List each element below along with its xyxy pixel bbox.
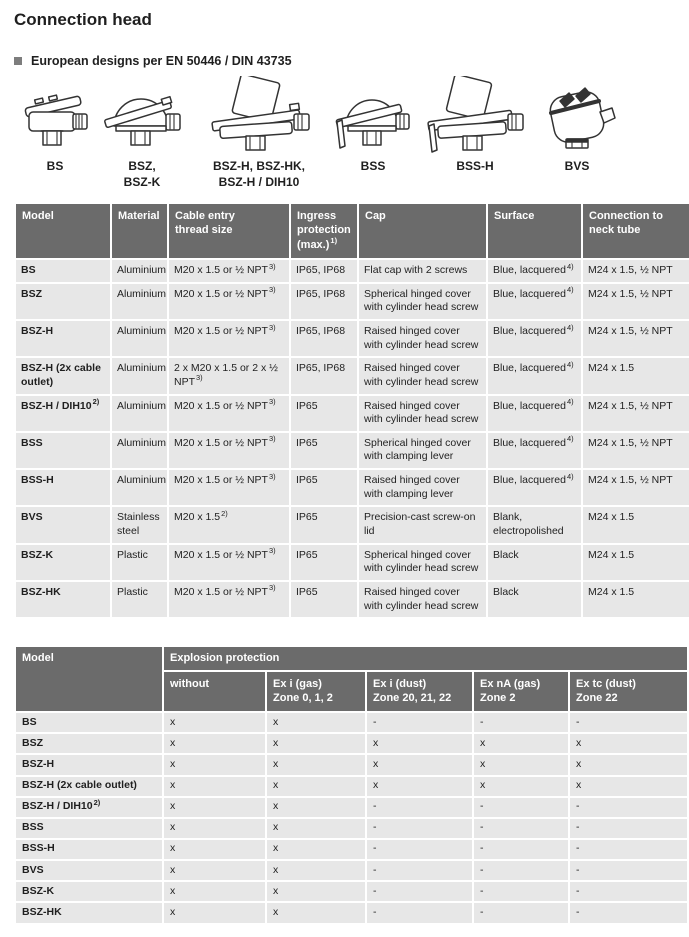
connection-cell: M24 x 1.5, ½ NPT	[583, 321, 689, 356]
figure-bs	[14, 76, 96, 175]
bszh-connection-head-drawing	[194, 76, 324, 154]
footnote-marker: 2)	[92, 397, 100, 407]
spec-table-row	[16, 396, 689, 431]
ex-value-cell: x	[164, 882, 265, 901]
ex-value-cell: x	[267, 734, 365, 753]
model-cell: BSZ-K	[16, 545, 110, 580]
spec-column-header-line: Connection to	[589, 210, 663, 223]
cable-entry-cell	[169, 321, 289, 356]
connection-head-figures	[14, 76, 675, 190]
bssh-connection-head-drawing	[416, 76, 534, 154]
material-cell: Aluminium	[112, 358, 167, 393]
model-cell: BSZ-H	[16, 755, 162, 774]
model-cell: BSZ-H (2x cable outlet)	[16, 358, 110, 393]
ex-value-cell: -	[570, 798, 687, 817]
surface-cell	[488, 358, 581, 393]
cable-entry-cell-text: M20 x 1.5	[174, 511, 221, 524]
model-cell: BSS	[16, 819, 162, 838]
surface-cell	[488, 433, 581, 468]
ex-value-cell: -	[367, 713, 472, 732]
footnote-marker: 3)	[268, 583, 276, 593]
bss-connection-head-drawing	[330, 76, 416, 154]
ex-value-cell: -	[474, 713, 568, 732]
ex-zone-header-line: Ex i (gas)	[273, 677, 322, 690]
connection-cell: M24 x 1.5	[583, 545, 689, 580]
ex-value-cell: x	[367, 734, 472, 753]
ex-zone-header-line: Ex nA (gas)	[480, 677, 541, 690]
cable-entry-cell-text: M20 x 1.5 or ½ NPT	[174, 399, 268, 412]
footnote-marker: 1)	[330, 236, 338, 246]
ex-value-cell: x	[164, 798, 265, 817]
material-cell: Aluminium	[112, 396, 167, 431]
spec-column-header: Material	[112, 204, 167, 258]
connection-cell: M24 x 1.5, ½ NPT	[583, 433, 689, 468]
ex-zone-header-line: Zone 2	[480, 691, 516, 704]
model-cell: BVS	[16, 861, 162, 880]
ex-value-cell: x	[267, 798, 365, 817]
surface-cell	[488, 470, 581, 505]
footnote-marker: 2)	[221, 508, 228, 518]
ingress-cell: IP65	[291, 396, 357, 431]
figure-label: BSZ-H, BSZ-HK, BSZ-H / DIH10	[213, 159, 305, 189]
ingress-cell: IP65, IP68	[291, 260, 357, 282]
ex-zone-header-line: Ex tc (dust)	[576, 677, 636, 690]
surface-cell-text: Blue, lacquered	[493, 436, 566, 449]
ex-zone-header-line: without	[170, 677, 210, 690]
bvs-connection-head-drawing	[534, 76, 620, 154]
ex-value-cell: x	[570, 755, 687, 774]
ex-value-cell: -	[474, 861, 568, 880]
spec-column-header	[169, 204, 289, 258]
cap-cell: Precision-cast screw-on lid	[359, 507, 486, 542]
ex-value-cell: -	[367, 840, 472, 859]
cable-entry-cell	[169, 260, 289, 282]
ingress-cell: IP65	[291, 433, 357, 468]
model-cell: BSZ-HK	[16, 582, 110, 617]
footnote-marker: 3)	[268, 261, 276, 271]
explosion-protection-table-body	[16, 713, 687, 922]
spec-table-row	[16, 321, 689, 356]
cap-cell: Flat cap with 2 screws	[359, 260, 486, 282]
connection-cell: M24 x 1.5, ½ NPT	[583, 260, 689, 282]
ex-value-cell: -	[367, 882, 472, 901]
footnote-marker: 3)	[268, 546, 276, 556]
spec-table-row	[16, 284, 689, 319]
ingress-cell: IP65, IP68	[291, 284, 357, 319]
model-cell	[16, 396, 110, 431]
cable-entry-cell-text: M20 x 1.5 or ½ NPT	[174, 287, 268, 300]
ex-value-cell: x	[164, 777, 265, 796]
ex-value-cell: x	[164, 861, 265, 880]
figure-label: BS	[46, 159, 64, 173]
material-cell: Plastic	[112, 545, 167, 580]
explosion-protection-table-head	[16, 647, 687, 711]
ingress-cell: IP65	[291, 507, 357, 542]
ex-table-row	[16, 882, 687, 901]
model-cell: BSZ	[16, 734, 162, 753]
footnote-marker: 4)	[566, 285, 574, 295]
material-cell: Plastic	[112, 582, 167, 617]
model-cell-text: BSZ-H / DIH10	[21, 399, 92, 412]
cable-entry-cell-text: M20 x 1.5 or ½ NPT	[174, 548, 268, 561]
model-cell: BS	[16, 260, 110, 282]
figure-label: BSS	[360, 159, 386, 173]
footnote-marker: 3)	[268, 322, 276, 332]
spec-column-header-text: Ingress protection (max.)	[297, 210, 351, 251]
cable-entry-cell-text: M20 x 1.5 or ½ NPT	[174, 474, 268, 487]
ex-zone-header	[474, 672, 568, 712]
figure-label: BSS-H	[456, 159, 494, 173]
spec-table-row	[16, 260, 689, 282]
ex-group-header: Explosion protection	[164, 647, 687, 669]
connection-cell: M24 x 1.5, ½ NPT	[583, 284, 689, 319]
ex-table-row	[16, 755, 687, 774]
footnote-marker: 4)	[566, 434, 574, 444]
model-cell: BSS	[16, 433, 110, 468]
connection-cell: M24 x 1.5, ½ NPT	[583, 470, 689, 505]
cap-cell: Raised hinged cover with cylinder head screw	[359, 321, 486, 356]
ex-value-cell: x	[267, 819, 365, 838]
spec-table-row	[16, 545, 689, 580]
material-cell: Stainless steel	[112, 507, 167, 542]
surface-cell	[488, 321, 581, 356]
material-cell: Aluminium	[112, 321, 167, 356]
cable-entry-cell-text: M20 x 1.5 or ½ NPT	[174, 264, 268, 277]
ex-value-cell: x	[164, 840, 265, 859]
spec-table-row	[16, 582, 689, 617]
spec-column-header: Cap	[359, 204, 486, 258]
cap-cell: Spherical hinged cover with cylinder head screw	[359, 545, 486, 580]
material-cell: Aluminium	[112, 470, 167, 505]
ex-zone-header-line: Zone 0, 1, 2	[273, 691, 333, 704]
figure-label: BSZ, BSZ-K	[123, 159, 161, 189]
footnote-marker: 3)	[268, 285, 276, 295]
ex-value-cell: -	[474, 798, 568, 817]
ex-value-cell: x	[267, 882, 365, 901]
ex-value-cell: x	[267, 755, 365, 774]
cable-entry-cell	[169, 396, 289, 431]
ex-table-row	[16, 713, 687, 732]
model-cell	[16, 798, 162, 817]
specifications-table	[14, 202, 689, 619]
surface-cell-text: Blue, lacquered	[493, 264, 566, 277]
ex-zone-header	[164, 672, 265, 712]
ex-value-cell: -	[474, 819, 568, 838]
cap-cell: Spherical hinged cover with cylinder head screw	[359, 284, 486, 319]
cable-entry-cell	[169, 545, 289, 580]
cable-entry-cell	[169, 284, 289, 319]
surface-cell	[488, 396, 581, 431]
surface-cell	[488, 284, 581, 319]
bsz-connection-head-drawing	[96, 76, 188, 154]
surface-cell: Black	[488, 545, 581, 580]
ex-table-row	[16, 777, 687, 796]
figure-label: BVS	[564, 159, 590, 173]
square-bullet-icon	[14, 57, 22, 65]
ex-zone-header	[570, 672, 687, 712]
cap-cell: Raised hinged cover with cylinder head screw	[359, 358, 486, 393]
material-cell: Aluminium	[112, 433, 167, 468]
ingress-cell: IP65	[291, 582, 357, 617]
ex-value-cell: x	[570, 734, 687, 753]
ex-value-cell: -	[570, 882, 687, 901]
spec-column-header	[291, 204, 357, 258]
surface-cell: Black	[488, 582, 581, 617]
ex-value-cell: -	[474, 882, 568, 901]
ex-value-cell: -	[474, 903, 568, 922]
ex-value-cell: x	[164, 734, 265, 753]
ex-table-row	[16, 819, 687, 838]
footnote-marker: 3)	[268, 471, 276, 481]
ex-zone-header	[367, 672, 472, 712]
surface-cell: Blank, electropolished	[488, 507, 581, 542]
ex-value-cell: -	[570, 713, 687, 732]
footnote-marker: 3)	[196, 373, 203, 383]
cable-entry-cell	[169, 358, 289, 393]
figure-bsz	[96, 76, 188, 190]
model-cell: BSZ-K	[16, 882, 162, 901]
connection-cell: M24 x 1.5	[583, 358, 689, 393]
ingress-cell: IP65	[291, 545, 357, 580]
connection-cell: M24 x 1.5, ½ NPT	[583, 396, 689, 431]
cable-entry-cell-text: 2 x M20 x 1.5 or 2 x ½ NPT	[174, 362, 278, 388]
spec-table-row	[16, 358, 689, 393]
model-cell: BSZ-HK	[16, 903, 162, 922]
ex-zone-header-line: Ex i (dust)	[373, 677, 427, 690]
figure-bss	[330, 76, 416, 175]
ex-table-row	[16, 734, 687, 753]
model-cell: BSZ	[16, 284, 110, 319]
spec-column-header-line: neck tube	[589, 224, 641, 237]
footnote-marker: 4)	[566, 261, 574, 271]
connection-cell: M24 x 1.5	[583, 507, 689, 542]
ex-value-cell: -	[570, 819, 687, 838]
ex-table-row	[16, 840, 687, 859]
connection-cell: M24 x 1.5	[583, 582, 689, 617]
figure-bvs	[534, 76, 620, 175]
footnote-marker: 4)	[566, 359, 574, 369]
spec-table-row	[16, 470, 689, 505]
ex-header-row-group	[16, 647, 687, 669]
surface-cell-text: Blue, lacquered	[493, 287, 566, 300]
cap-cell: Spherical hinged cover with clamping lever	[359, 433, 486, 468]
surface-cell	[488, 260, 581, 282]
ex-value-cell: -	[367, 903, 472, 922]
page-title: Connection head	[14, 10, 152, 29]
spec-table-row	[16, 507, 689, 542]
figure-bssh	[416, 76, 534, 175]
surface-cell-text: Blue, lacquered	[493, 399, 566, 412]
ex-value-cell: -	[367, 819, 472, 838]
ex-table-row	[16, 798, 687, 817]
cable-entry-cell	[169, 470, 289, 505]
spec-column-header	[583, 204, 689, 258]
ingress-cell: IP65, IP68	[291, 358, 357, 393]
ex-value-cell: x	[267, 840, 365, 859]
ex-zone-header-line: Zone 20, 21, 22	[373, 691, 452, 704]
specifications-table-body	[16, 260, 689, 617]
ex-value-cell: -	[570, 861, 687, 880]
footnote-marker: 4)	[566, 397, 574, 407]
ex-value-cell: x	[267, 713, 365, 732]
spec-column-header-line: thread size	[175, 224, 233, 237]
spec-column-header: Surface	[488, 204, 581, 258]
surface-cell-text: Blue, lacquered	[493, 362, 566, 375]
cap-cell: Raised hinged cover with cylinder head screw	[359, 582, 486, 617]
figure-bszh	[188, 76, 330, 190]
spec-header-row	[16, 204, 689, 258]
cable-entry-cell-text: M20 x 1.5 or ½ NPT	[174, 325, 268, 337]
spec-table-row	[16, 433, 689, 468]
spec-column-header-line: Cable entry	[175, 210, 235, 223]
section-subtitle-label: European designs per EN 50446 / DIN 43735	[31, 54, 292, 68]
ex-table-row	[16, 861, 687, 880]
ex-value-cell: x	[267, 861, 365, 880]
surface-cell-text: Blue, lacquered	[493, 474, 566, 487]
ex-value-cell: -	[570, 903, 687, 922]
ex-value-cell: -	[367, 798, 472, 817]
footnote-marker: 4)	[566, 322, 574, 332]
specifications-table-head	[16, 204, 689, 258]
ex-value-cell: x	[367, 755, 472, 774]
ingress-cell: IP65	[291, 470, 357, 505]
section-subtitle	[14, 54, 675, 68]
cap-cell: Raised hinged cover with cylinder head screw	[359, 396, 486, 431]
footnote-marker: 3)	[268, 434, 276, 444]
ex-value-cell: x	[164, 819, 265, 838]
model-cell: BSS-H	[16, 470, 110, 505]
ex-value-cell: x	[267, 903, 365, 922]
ex-zone-header-line: Zone 22	[576, 691, 618, 704]
ex-value-cell: x	[570, 777, 687, 796]
explosion-protection-table	[14, 645, 689, 924]
ex-value-cell: x	[267, 777, 365, 796]
footnote-marker: 2)	[93, 797, 101, 807]
model-cell: BS	[16, 713, 162, 732]
ex-value-cell: x	[164, 755, 265, 774]
ex-value-cell: x	[474, 777, 568, 796]
cable-entry-cell-text: M20 x 1.5 or ½ NPT	[174, 585, 268, 598]
model-cell: BVS	[16, 507, 110, 542]
ex-value-cell: -	[474, 840, 568, 859]
footnote-marker: 3)	[268, 397, 276, 407]
cable-entry-cell-text: M20 x 1.5 or ½ NPT	[174, 436, 268, 449]
material-cell: Aluminium	[112, 260, 167, 282]
ex-table-row	[16, 903, 687, 922]
ex-value-cell: x	[164, 713, 265, 732]
ex-value-cell: x	[164, 903, 265, 922]
model-cell: BSZ-H (2x cable outlet)	[16, 777, 162, 796]
ex-value-cell: x	[474, 755, 568, 774]
cable-entry-cell	[169, 507, 289, 542]
material-cell: Aluminium	[112, 284, 167, 319]
ex-value-cell: -	[570, 840, 687, 859]
bs-connection-head-drawing	[15, 76, 95, 154]
cable-entry-cell	[169, 582, 289, 617]
ex-value-cell: -	[367, 861, 472, 880]
model-cell: BSZ-H	[16, 321, 110, 356]
surface-cell-text: Blue, lacquered	[493, 325, 566, 337]
cap-cell: Raised hinged cover with clamping lever	[359, 470, 486, 505]
model-cell-text: BSZ-H / DIH10	[22, 800, 93, 813]
ex-value-cell: x	[367, 777, 472, 796]
ex-value-cell: x	[474, 734, 568, 753]
cable-entry-cell	[169, 433, 289, 468]
ingress-cell: IP65, IP68	[291, 321, 357, 356]
spec-column-header: Model	[16, 204, 110, 258]
ex-model-header: Model	[16, 647, 162, 711]
ex-zone-header	[267, 672, 365, 712]
model-cell: BSS-H	[16, 840, 162, 859]
footnote-marker: 4)	[566, 471, 574, 481]
